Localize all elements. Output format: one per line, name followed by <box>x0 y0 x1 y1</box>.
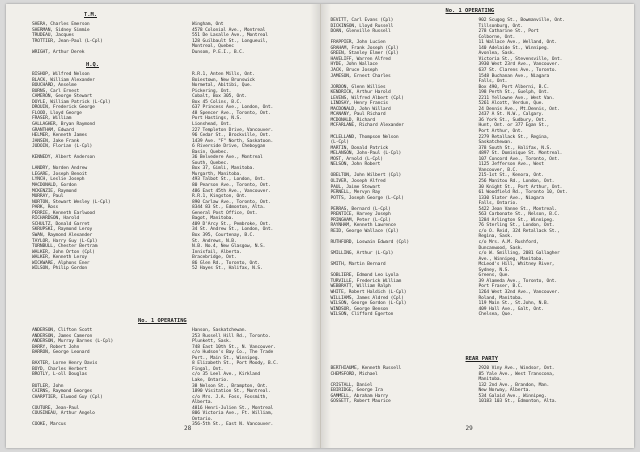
roster-name: MURRAY, Paul <box>32 194 64 200</box>
roster-address: St. Andrews, N.B. <box>192 238 237 244</box>
page-number: 28 <box>184 425 192 432</box>
roster-address: 227 Templeton Drive, Vancouver. <box>192 127 274 133</box>
roster-name: PRENTICE, Harvey Joseph <box>330 212 391 218</box>
roster-name: COUTURE, Jean-Paul <box>32 405 80 411</box>
roster-address: 30 Knight St., Port Arthur, Ont. <box>478 184 563 190</box>
roster-address: Chelsea, Que. <box>478 312 513 318</box>
roster-address: 2279 Retallack St., Regina, <box>478 134 550 140</box>
roster-name: TRUDEAU, Jacques <box>32 33 74 39</box>
roster-name: MACDONALD, Gordon <box>32 183 77 188</box>
roster-name: CRISTALL, Daniel <box>330 382 373 388</box>
roster-name: TROTTIER, Jean-Paul (L-Cpl) <box>32 38 103 44</box>
roster-address: 278 Catharine St., Port <box>478 29 539 35</box>
roster-address: 1284 Arlington St., Winnipeg. <box>478 217 555 223</box>
roster-name: BERTHIAUME, Kenneth Russell <box>330 366 402 371</box>
roster-name: OLIVER, Joseph Alfred <box>330 178 386 184</box>
roster-address: McLeod's Hill, Whitney River, <box>478 262 555 268</box>
roster-name: MCFARLANE, Richard Alexander <box>330 123 404 129</box>
roster-name: WALKER, Kenneth Leroy <box>32 255 87 261</box>
roster-address: Pickering, Ont. <box>192 88 232 94</box>
roster-address: 1439 Ave. "F" North, Saskatoon. <box>192 138 274 144</box>
roster-address: 119 Main St., St.John, N.B. <box>478 301 550 307</box>
roster-name: SHERMAN, Sidney Simmie <box>32 27 90 33</box>
roster-name: DOYLE, William Patrick (L-Cpl) <box>32 99 111 105</box>
roster-name: CHEMSFORD, Michael <box>330 371 378 377</box>
roster-address: Bracebridge, Ont. <box>192 255 237 261</box>
roster-address: Hanson, Saskatchewan. <box>192 328 247 333</box>
roster-address: 637 Princess Ave., London, Ont. <box>192 105 274 111</box>
roster-address: Port Fraser, B.C. <box>478 284 523 290</box>
roster-name: WILSON, George Gordon (L-Cpl) <box>330 301 407 307</box>
roster-name: BARRON, George Leonard <box>32 350 90 356</box>
roster-name: GRAHAM, Frank Joseph (Cpl) <box>330 45 399 51</box>
roster-address: Ontario. <box>192 416 213 422</box>
roster-address: Hunt, Ont. or 377 Egan St., <box>478 123 550 129</box>
roster-address: Port Arthur, Ont. <box>478 129 523 134</box>
roster-address: 34 St. Andrew St., London, Ont. <box>192 227 274 233</box>
roster-address: 6 Riverside Drive, Cheboygan <box>192 144 266 150</box>
roster-address: 2920 Viny Ave., Windsor, Ont. <box>478 366 555 371</box>
roster-name: PRINGHAM, Peter (L-Cpl) <box>330 217 391 223</box>
roster-name: MELANSON, John-Paul (L-Cpl) <box>330 151 402 157</box>
roster-address: 85 Yale Ave., West Transcona, <box>478 371 555 377</box>
roster-name: PAUL, Jaime Stewart <box>330 184 381 190</box>
roster-address: 5422 Jean Vanne St., Montreal. <box>478 206 557 212</box>
roster-address: Box 37, Gimli, Manitoba. <box>192 166 255 172</box>
roster-name: COOKE, Marcus <box>32 422 67 428</box>
roster-name: MARTIN, Donald Patrick <box>330 145 389 151</box>
section-heading: H.Q. <box>86 62 99 68</box>
roster-address: Basin, Quebec. <box>192 149 229 155</box>
roster-address: 256 Manitou Rd., London, Ont. <box>478 178 555 184</box>
roster-name: JACK, Bruce Joseph <box>330 67 378 73</box>
roster-address: 4578 Colonial Ave., Montreal <box>192 27 266 33</box>
roster-address: Lionshead, Ont. <box>192 121 232 127</box>
roster-address: 39 Alameda Ave., Toronto, Ont. <box>478 278 557 284</box>
roster-address: Box 490, Port Alberni, B.C. <box>478 84 550 90</box>
roster-address: 637 St. Clarens Ave., Toronto. <box>478 67 557 73</box>
right-page <box>321 4 635 448</box>
roster-address: 52 Hayes St., Halifax, N.S. <box>192 266 263 272</box>
roster-address: Fingal, Ont. <box>192 366 224 372</box>
roster-name: DROUIN, Frederick George <box>32 105 95 111</box>
roster-address: 356-5th St., East N. Vancouver. <box>192 422 274 428</box>
roster-name: (L-Cpl) <box>330 140 349 146</box>
roster-address: Greens, Que. <box>478 273 510 279</box>
roster-name: PERRIE, Kenneth Earlwood <box>32 210 95 216</box>
roster-address: 1890 Visitation St., Montreal. <box>192 389 271 395</box>
roster-name: KENNEDY, Albert Anderson <box>32 155 95 161</box>
section-heading: REAR PARTY <box>465 356 498 362</box>
roster-name: MCLELLAND, Thompson Nelson <box>330 134 399 140</box>
roster-name: JANSEN, Jake Frank <box>32 138 80 144</box>
roster-name: WINDSOR, George Benson <box>330 306 389 312</box>
roster-name: PERNELL, Mervyn Ray <box>330 190 381 196</box>
roster-name: SWAN, Raymond Alexander <box>32 232 93 238</box>
roster-name: GREEN, Stanley Elmer (Cpl) <box>330 51 399 57</box>
roster-address: Murgarth, Manitoba. <box>192 171 242 177</box>
roster-address: 378 South St., Halifax, N.S. <box>478 145 552 151</box>
roster-name: RUTHFORD, Loswain Edward (Cpl) <box>330 240 409 245</box>
roster-address: 5261 Alcott, Verdun, Que. <box>478 101 544 107</box>
roster-name: ANDERSON, Murray Barnes (L-Cpl) <box>32 339 114 345</box>
roster-address: Falls, Ont. <box>478 79 508 85</box>
roster-address: 534 Galaid Ave., Winnipeg. <box>478 393 547 399</box>
roster-address: 493 Talbot St., London, Ont. <box>192 177 266 183</box>
roster-name: ANDERSON, James Cameron <box>32 333 93 339</box>
roster-name: SOBLIERE, Edmond Leo Lyola <box>330 273 399 279</box>
roster-address: 1548 Buchanan Ave., Niagara <box>478 73 550 79</box>
roster-address: Port., Main St., Winnipeg. <box>192 355 261 361</box>
roster-address: 3930 West 23rd Ave., Vancouver. <box>478 62 560 68</box>
roster-address: 215-1st St., Kenora, Ont. <box>478 173 544 179</box>
roster-name: CAMERON, George Stewart <box>32 94 93 100</box>
roster-name: NORTON, Stewart Wesley (L-Cpl) <box>32 199 111 205</box>
roster-name: BISHOP, Wilfred Nelson <box>32 72 90 77</box>
roster-name: GRANTHAM, Edward <box>32 127 74 133</box>
roster-name: TURNBULL, Chester Bertram <box>32 244 98 250</box>
roster-address: 36 Belvedere Ave., Montreal <box>192 155 263 161</box>
roster-name: MOST, Arnold (L-Cpl) <box>330 156 383 162</box>
roster-name: LEVENS, Wilfred Albert (Cpl) <box>330 95 404 101</box>
roster-address: Boiestown, New Brunswick <box>192 77 255 83</box>
roster-name: CAIRNS, Raymond Georges <box>32 389 93 395</box>
roster-name: WILSON, Philip Gordon <box>32 266 87 272</box>
roster-name: LINDSAY, Henry Francis <box>330 101 389 107</box>
roster-name: GOSSETT, Robert Maurice <box>330 399 391 405</box>
roster-address: South, Quebec. <box>192 160 229 166</box>
roster-address: Victoria St., Stevensville, Ont. <box>478 56 563 62</box>
roster-address: 128 Guilbault St., Longueuil, <box>192 38 268 44</box>
roster-name: TURVILLE, Frederick William <box>330 278 402 284</box>
roster-address: 107 Concord Ave., Toronto, Ont. <box>478 156 560 162</box>
roster-name: GALLAGHER, Bryan Raymond <box>32 121 95 127</box>
roster-name: MCKENZIE, Raymond <box>32 188 77 194</box>
section-heading: No. 1 OPERATING <box>445 8 495 14</box>
roster-address: 48 Spencer Ave., Toronto, Ont. <box>192 110 271 116</box>
roster-address: Cobalt, Box 305, Ont. <box>192 94 247 100</box>
roster-name: JAMESON, Ernest Charles <box>330 73 391 79</box>
roster-name: SMILLING, Arthur (L-Cpl) <box>330 251 394 257</box>
roster-address: 96 Cedar St., Brockville, Ont. <box>192 133 271 139</box>
roster-address: 140 Adelaide St., Winnipeg. <box>478 45 550 51</box>
gutter-shadow <box>321 4 331 448</box>
roster-address: Manitoba. <box>478 377 503 383</box>
roster-address: Duncanwood, Sask. <box>478 245 523 251</box>
roster-address: 748 East 10th St., N. Vancouver. <box>192 344 276 350</box>
roster-address: Wingham, Ont <box>192 22 224 27</box>
document-spread <box>6 4 634 448</box>
roster-name: EBIRIDGE, George Ira <box>330 388 383 394</box>
roster-address: Box 395, Courtenay, B.C. <box>192 232 255 238</box>
roster-address: Alberta. <box>192 400 213 406</box>
roster-address: 10183 103 St., Edmonton, Alta. <box>478 399 557 405</box>
roster-address: R.R.1, Kingston, Ont. <box>192 194 247 200</box>
roster-name: PARK, Ross <box>32 205 59 211</box>
roster-address: Plunkett, Sask. <box>192 339 232 345</box>
roster-address: 563 Carbonate St., Nelson, B.C. <box>478 212 560 218</box>
roster-address: 902 Scugog St., Bowmanville, Ont. <box>478 18 565 23</box>
roster-address: 4897 St. Dominique St. Montreal. <box>478 151 563 157</box>
roster-address: 890 Carlaw Ave., Toronto, Ont. <box>192 199 271 205</box>
roster-name: NELSON, John Robert <box>330 162 381 168</box>
roster-name: BUTLER, John <box>32 383 64 389</box>
roster-address: Bagot, Manitoba. <box>192 216 234 222</box>
section-heading: No. 1 OPERATING <box>138 318 187 324</box>
roster-name: HYDE, John Wallace <box>330 62 378 68</box>
roster-name: SMITH, Martin Bernard <box>330 262 386 268</box>
roster-name: ANDERSON, Clifton Scott <box>32 328 93 333</box>
roster-name: WILSON, Clifford Egerton <box>330 312 394 318</box>
roster-address: 409 D'Arcy St., Pembroke, Ont. <box>192 221 271 227</box>
roster-name: DICKINSON, Lloyd Russell <box>330 23 394 29</box>
roster-name: LANDRY, Norden Andrew <box>32 166 87 172</box>
roster-address: N.B. No.4, New Glasgow, N.S. <box>192 244 266 250</box>
roster-address: General Post Office, Ont. <box>192 210 258 216</box>
roster-name: CHARPTIER, Elwood Guy (Cpl) <box>32 394 103 400</box>
roster-name: FLOOD, Lloyd George <box>32 110 82 116</box>
roster-name: BARRY, Robert John <box>32 344 80 350</box>
roster-name: BLACK, William Alexander <box>32 77 95 83</box>
roster-name: WHITE, Robert Haldich (L-Cpl) <box>330 289 407 295</box>
roster-name: MACDONALD, John Willard <box>330 106 391 112</box>
roster-address: R.R.1, Anten Mills, Ont. <box>192 72 255 77</box>
roster-address: 24 Dennis Ave., Mt.Dennis, Ont. <box>478 106 560 112</box>
roster-name: WILLIAMS, James Aldred (Cpl) <box>330 295 404 301</box>
roster-address: 61 Woodfield Rd., Toronto 10, Ont. <box>478 190 568 196</box>
roster-address: c/o Mrs. J.A. Foss, Fossmith, <box>192 394 268 400</box>
roster-name: DOAN, Glenville Russell <box>330 29 391 35</box>
roster-address: 551 De Lasalle Ave., Montreal <box>192 33 268 39</box>
roster-address: 8 Elizabeth St., Port Moody, B.C. <box>192 361 279 367</box>
roster-address: Saskatchewan. <box>478 140 513 146</box>
roster-address: 38 Nelson St., Brampton, Ont. <box>192 383 268 389</box>
roster-name: COUSINEAU, Arthur Angelo <box>32 411 95 417</box>
roster-name: TAYLOR, Harry Guy (L-Cpl) <box>32 238 98 244</box>
roster-name: HELMER, Kenneth James <box>32 133 87 139</box>
roster-name: BOUCHARD, Anselme <box>32 83 77 89</box>
roster-name: BURNS, Carl Ernest <box>32 88 80 94</box>
roster-name: WALKER, John Orton (Cpl) <box>32 249 95 255</box>
roster-address: 8344 83 St., Edmonton, Alta. <box>192 205 266 211</box>
roster-name: GAMMELL, Abraham Harry <box>330 393 389 399</box>
roster-address: 1264 West 32nd Ave., Vancouver. <box>478 289 560 295</box>
roster-name: MCANANY, Paul Richard <box>330 112 386 118</box>
roster-address: Tillsonburg, Ont. <box>478 23 523 29</box>
roster-name: HAVELIFF, Warren Alfred <box>330 56 391 62</box>
roster-name: BAXTER, Lorne Henry Davis <box>32 361 98 367</box>
roster-name: BOYD, Charles Herbert <box>32 366 87 372</box>
roster-name: BROTLY, L-oll Douglas <box>32 372 87 378</box>
roster-name: KENDRICK, Arthur Harold <box>330 90 391 96</box>
roster-name: WEBBRATT, William Ralph <box>330 284 391 290</box>
roster-name: RAYNHAM, Kenneth Lawrence <box>330 223 396 229</box>
roster-address: 36 York St., Sudbury, Ont. <box>478 117 547 123</box>
roster-address: Colborne, Ont. <box>478 34 516 40</box>
roster-address: 11 Wallace Ave., Welland, Ont. <box>478 40 557 46</box>
roster-address: Avonlea, Sask. <box>478 51 516 57</box>
roster-address: Dunsom, P.E.I., B.C. <box>192 49 245 55</box>
roster-name: PERRAS, Bernard (L-Cpl) <box>330 206 391 212</box>
roster-name: JORDON, Glenn Willies <box>330 84 386 90</box>
roster-address: Ave., Winnipeg, Manitoba. <box>478 256 544 262</box>
roster-address: 1330 Slater Ave., Niagara <box>478 195 544 201</box>
roster-name: REID, George Wallace (Cpl) <box>330 228 399 234</box>
roster-name: LYNCH, Leslie Joseph <box>32 177 85 183</box>
roster-address: 486 East 45th Ave., Vancouver. <box>192 188 271 194</box>
left-page <box>6 4 321 448</box>
roster-address: Vancouver, B.C. <box>478 167 518 173</box>
roster-name: JUDOIN, Florian (L-Cpl) <box>32 144 93 150</box>
roster-address: New Norway, Alberta. <box>478 388 531 394</box>
roster-address: 2211 Yellowne Ave., West Van. <box>478 95 555 101</box>
roster-address: 132 2nd Ave., Brandon, Man. <box>478 382 550 388</box>
roster-address: Lake, Ontario. <box>192 377 229 383</box>
roster-name: WRIGHT, Arthur Derek <box>32 49 85 55</box>
roster-address: c/o Hudson's Bay Co., The Trade <box>192 350 274 356</box>
roster-address: Normetal, Abitibi, Que. <box>192 83 253 89</box>
roster-address: c/o O. Reid, 324 Retallack St., <box>478 228 560 234</box>
page-number: 29 <box>465 425 473 432</box>
roster-address: 198 Perth St., Guelph, Ont. <box>478 90 550 96</box>
roster-name: LEGARE, Joseph Benoit <box>32 171 87 177</box>
roster-name: SKRUPSKI, Raymond Leroy <box>32 227 93 233</box>
roster-address: Sydney, N.S. <box>478 267 510 273</box>
roster-address: 76 Sterling St., London, Ont. <box>478 223 555 229</box>
roster-address: c/o 35 Leel Ave., Kirkland <box>192 372 261 378</box>
roster-address: 409 Hall Ave., Galt, Ont. <box>478 306 544 312</box>
roster-name: FRASER, William <box>32 116 72 122</box>
roster-name: RICHARDSON, Harold <box>32 216 80 222</box>
roster-name: MCDONALD, Richard <box>330 117 375 123</box>
roster-address: 86 Glen Rd., Toronto, Ont. <box>192 260 261 266</box>
roster-address: Roland, Manitoba. <box>478 295 523 301</box>
roster-address: 80 Pearson Ave., Toronto, Ont. <box>192 183 271 188</box>
roster-address: Innisfail, Alberta. <box>192 249 242 255</box>
roster-name: POTTS, Joseph George (L-Cpl) <box>330 195 404 201</box>
roster-address: Regina, Sask. <box>478 234 513 240</box>
roster-name: SCHULTZ, Donald Garret <box>32 221 90 227</box>
roster-name: WICKWARE, Alphons Ener <box>32 260 90 266</box>
roster-address: c/o Mrs. A.M. Rushford, <box>478 240 539 245</box>
roster-name: OBELTON, John Wilbert (Cpl) <box>330 173 402 179</box>
gutter-shadow <box>310 4 320 448</box>
roster-address: Falls, Ontario. <box>478 201 518 207</box>
roster-address: 4816 Henri-Julien St., Montreal <box>192 405 274 411</box>
section-heading: T.M. <box>84 12 97 18</box>
roster-address: c/o W. Smilling, 2081 Gallagher <box>478 251 560 257</box>
roster-name: SHERA, Charles Emerson <box>32 22 90 27</box>
roster-address: Montreal, Quebec <box>192 44 234 50</box>
roster-name: DEVITT, Carl Evans (Cpl) <box>330 18 394 23</box>
roster-address: Box 45 Colins, B.C. <box>192 99 242 105</box>
roster-address: Port Hastings, N.S. <box>192 116 242 122</box>
roster-address: 253 Russell Hill Rd., Toronto. <box>192 333 271 339</box>
roster-address: 1125 Jefferson Ave., West <box>478 162 544 168</box>
roster-name: FRAPPIER, John Lucien <box>330 40 386 46</box>
roster-address: 806 Victoria Ave., Ft. William, <box>192 411 274 417</box>
roster-address: 2437 A St. N.W., Calgary. <box>478 112 544 118</box>
